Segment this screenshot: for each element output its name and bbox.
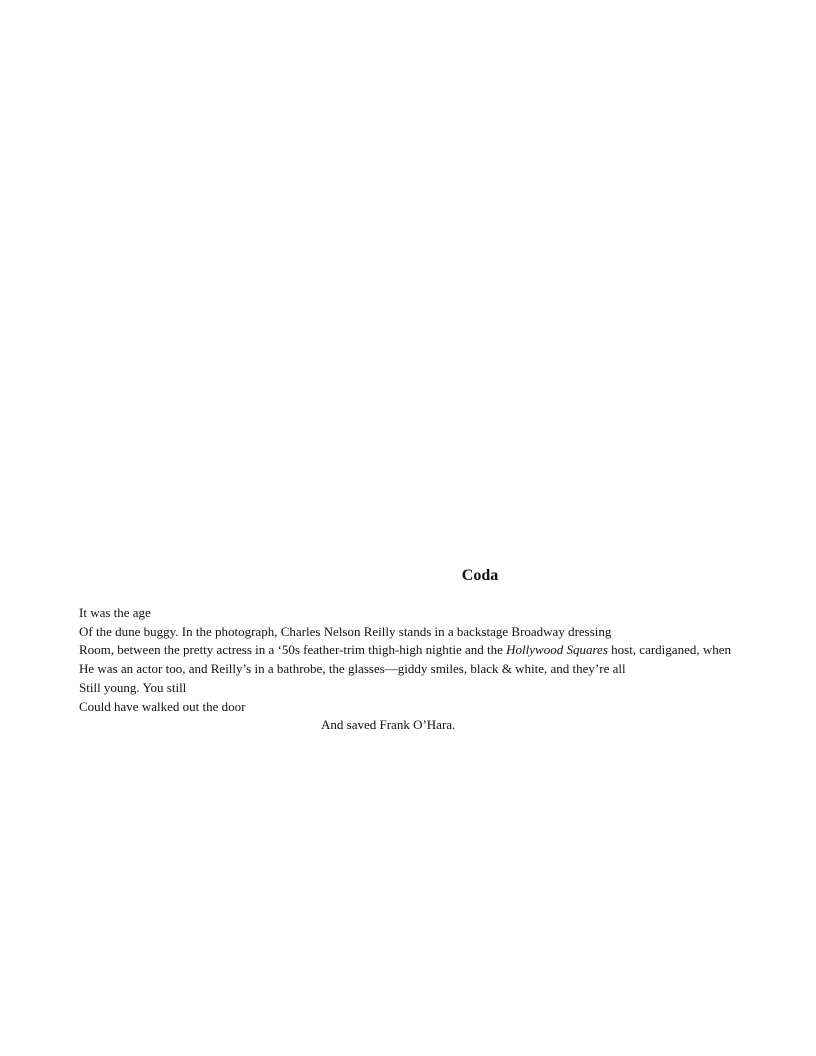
poem-line-1: It was the age <box>79 605 151 620</box>
poem-line-3 <box>79 641 799 660</box>
poem-line-5: Still young. You still <box>79 679 187 695</box>
poem-line-7: And saved Frank O’Hara. <box>321 717 456 733</box>
poem-line-2: Of the dune buggy. In the photograph, Charles Nelson Reilly stands in a backstage Broadway dressing <box>79 623 612 639</box>
poem-body <box>79 604 799 735</box>
poem-line-3-end: host, cardiganed, when <box>607 642 731 658</box>
poem-line-6: Could have walked out the door <box>79 698 246 714</box>
show-title-italic: Hollywood Squares <box>506 642 608 658</box>
poem-line-4: He was an actor too, and Reilly’s in a bathrobe, the glasses—giddy smiles, black & white, and they’re all <box>79 661 626 677</box>
poem-line-3-start: Room, between the pretty actress in a ‘50s feather-trim thigh-high nightie and the <box>79 642 507 658</box>
poem-title: Coda <box>461 567 499 584</box>
